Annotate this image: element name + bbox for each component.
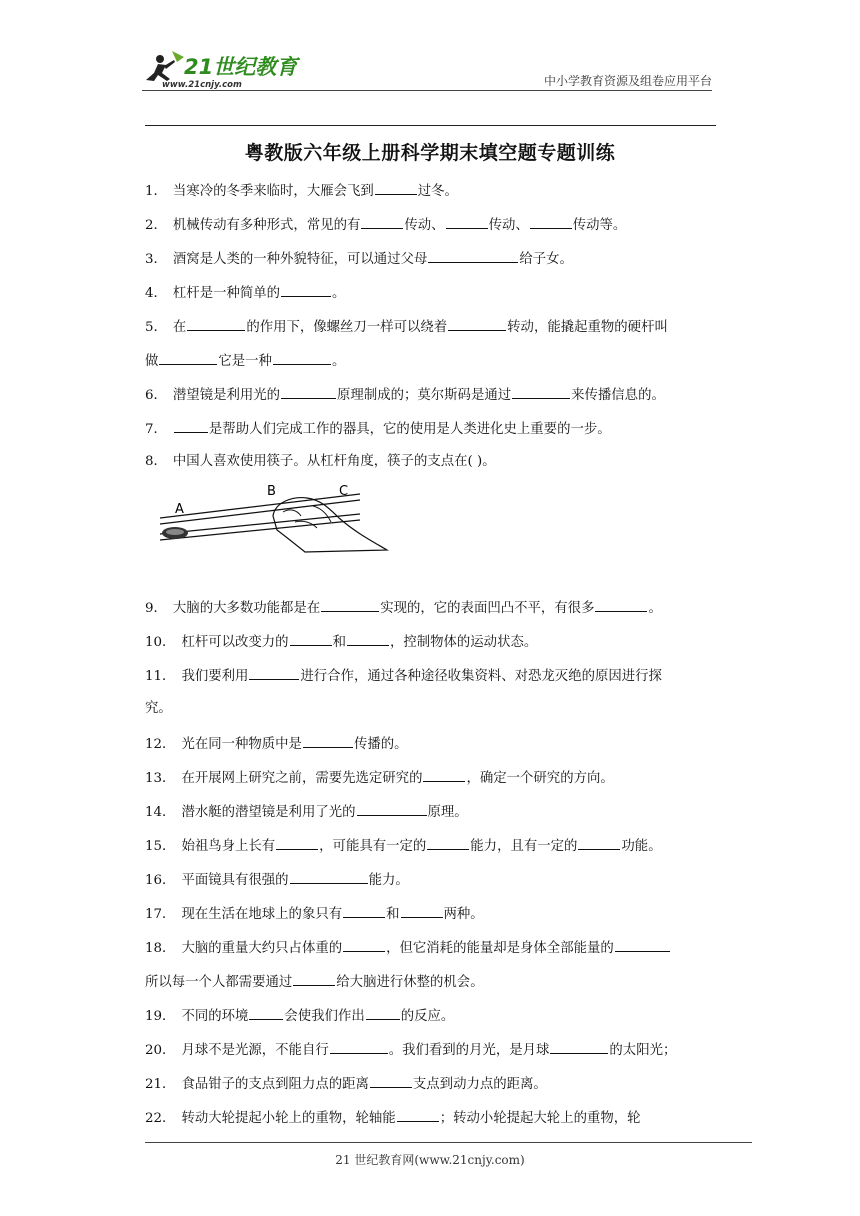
question-text: ，但它消耗的能量却是身体全部能量的 <box>386 941 614 956</box>
question-text: 潜水艇的潜望镜是利用了光的 <box>181 805 356 820</box>
footer-divider <box>145 1142 752 1143</box>
answer-blank[interactable] <box>249 1005 283 1020</box>
answer-blank[interactable] <box>159 350 217 365</box>
question-text: 大脑的大多数功能都是在 <box>172 601 321 616</box>
question-number: 22． <box>145 1111 176 1126</box>
question-text: 原理。 <box>427 805 468 820</box>
answer-blank[interactable] <box>343 937 385 952</box>
footer-text: 21 世纪教育网(www.21cnjy.com) <box>335 1153 525 1167</box>
question-line <box>145 835 662 857</box>
question-text: 和 <box>386 907 400 922</box>
question-text: 大脑的重量大约只占体重的 <box>181 941 343 956</box>
answer-blank[interactable] <box>370 1073 412 1088</box>
question-text: 转动大轮提起小轮上的重物，轮轴能 <box>181 1111 396 1126</box>
page-title: 粤教版六年级上册科学期末填空题专题训练 <box>244 142 616 164</box>
question-line <box>145 903 484 925</box>
question-text: 在 <box>172 320 187 335</box>
question-text: 是帮助人们完成工作的器具，它的使用是人类进化史上重要的一步。 <box>208 422 611 437</box>
question-number: 15． <box>145 839 176 854</box>
question-text: 当寒冷的冬季来临时，大雁会飞到 <box>172 184 374 199</box>
question-text: 。我们看到的月光，是月球 <box>388 1043 550 1058</box>
question-number: 1． <box>145 184 167 199</box>
answer-blank[interactable] <box>512 384 570 399</box>
question-line <box>145 869 409 891</box>
label-c: C <box>339 484 349 499</box>
question-text: 所以每一个人都需要通过 <box>145 975 293 990</box>
question-text: 潜望镜是利用光的 <box>172 388 281 403</box>
question-text: 机械传动有多种形式，常见的有 <box>172 218 361 233</box>
question-text: 始祖鸟身上长有 <box>181 839 276 854</box>
question-line <box>145 1005 454 1027</box>
question-line <box>145 733 408 755</box>
question-number: 2． <box>145 218 167 233</box>
question-line <box>145 597 662 619</box>
question-number: 18． <box>145 941 176 956</box>
question-number: 11． <box>145 669 176 684</box>
answer-blank[interactable] <box>401 903 443 918</box>
question-text: 。 <box>648 601 662 616</box>
question-text: 传动、 <box>404 218 445 233</box>
answer-blank[interactable] <box>578 835 620 850</box>
logo-url: www.21cnjy.com <box>162 80 242 90</box>
site-logo <box>142 47 312 91</box>
answer-blank[interactable] <box>530 214 572 229</box>
question-text: ，确定一个研究的方向。 <box>466 771 614 786</box>
answer-blank[interactable] <box>347 631 389 646</box>
question-text: 给子女。 <box>519 252 573 267</box>
answer-blank[interactable] <box>397 1107 439 1122</box>
question-line <box>145 801 468 823</box>
answer-blank[interactable] <box>303 733 353 748</box>
question-text: 杠杆是一种简单的 <box>172 286 281 301</box>
question-text: 现在生活在地球上的象只有 <box>181 907 343 922</box>
answer-blank[interactable] <box>187 316 245 331</box>
question-text: 能力，且有一定的 <box>470 839 578 854</box>
question-line <box>145 937 671 959</box>
question-text: 究。 <box>145 701 172 716</box>
question-text: 能力。 <box>368 873 409 888</box>
question-text: 的太阳光； <box>609 1043 677 1058</box>
answer-blank[interactable] <box>448 316 506 331</box>
question-number: 10． <box>145 635 176 650</box>
question-text: ；转动小轮提起大轮上的重物，轮 <box>439 1111 641 1126</box>
question-text: 两种。 <box>443 907 484 922</box>
label-b: B <box>267 484 276 499</box>
answer-blank[interactable] <box>550 1039 608 1054</box>
question-text: 实现的，它的表面凹凸不平，有很多 <box>380 601 595 616</box>
question-text: 会使我们作出 <box>284 1009 365 1024</box>
question-number: 5． <box>145 320 167 335</box>
question-number: 3． <box>145 252 167 267</box>
answer-blank[interactable] <box>428 248 518 263</box>
question-text: 我们要利用 <box>181 669 249 684</box>
question-line <box>145 665 662 687</box>
question-line <box>145 316 668 338</box>
answer-blank[interactable] <box>427 835 469 850</box>
question-text: 在开展网上研究之前，需要先选定研究的 <box>181 771 423 786</box>
question-number: 21． <box>145 1077 176 1092</box>
question-line <box>145 767 614 789</box>
answer-blank[interactable] <box>366 1005 400 1020</box>
answer-blank[interactable] <box>174 418 208 433</box>
question-text: 的作用下，像螺丝刀一样可以绕着 <box>246 320 448 335</box>
question-text: 杠杆可以改变力的 <box>181 635 289 650</box>
question-line <box>145 384 665 406</box>
answer-blank[interactable] <box>330 1039 388 1054</box>
question-text: 功能。 <box>621 839 662 854</box>
question-line <box>145 452 496 472</box>
question-line <box>145 248 573 270</box>
question-text: 平面镜具有很强的 <box>181 873 289 888</box>
label-a: A <box>175 502 184 517</box>
question-text: 食品钳子的支点到阻力点的距离 <box>181 1077 369 1092</box>
answer-blank[interactable] <box>290 869 368 884</box>
header-divider <box>142 90 712 91</box>
chopsticks-figure <box>155 482 390 554</box>
question-text: 进行合作，通过各种途径收集资料、对恐龙灭绝的原因进行探 <box>300 669 662 684</box>
question-text: 传播的。 <box>353 737 408 752</box>
question-text: 原理制成的；莫尔斯码是通过 <box>337 388 512 403</box>
question-text: 。 <box>331 354 346 369</box>
question-text: 给大脑进行休整的机会。 <box>336 975 484 990</box>
question-text: 转动，能撬起重物的硬杆叫 <box>507 320 668 335</box>
question-text: 月球不是光源，不能自行 <box>181 1043 329 1058</box>
question-number: 7． <box>145 422 167 437</box>
title-divider <box>145 125 716 126</box>
question-number: 8． <box>145 454 167 469</box>
question-text: 不同的环境 <box>181 1009 249 1024</box>
question-text: 和 <box>332 635 346 650</box>
question-text: 酒窝是人类的一种外貌特征，可以通过父母 <box>172 252 428 267</box>
logo-text: 21世纪教育 <box>184 55 298 79</box>
answer-blank[interactable] <box>423 767 465 782</box>
question-text: 的反应。 <box>400 1009 455 1024</box>
question-number: 6． <box>145 388 167 403</box>
question-line <box>145 180 458 202</box>
question-text: 中国人喜欢使用筷子。从杠杆角度，筷子的支点在( )。 <box>172 454 496 469</box>
question-text: 传动等。 <box>572 218 627 233</box>
answer-blank[interactable] <box>615 937 670 952</box>
question-number: 13． <box>145 771 176 786</box>
question-line <box>145 214 626 236</box>
question-number: 20． <box>145 1043 176 1058</box>
platform-label: 中小学教育资源及组卷应用平台 <box>543 74 712 88</box>
question-text: 来传播信息的。 <box>571 388 665 403</box>
question-number: 12． <box>145 737 176 752</box>
question-line <box>145 1073 547 1095</box>
question-text: 支点到动力点的距离。 <box>412 1077 547 1092</box>
question-line <box>145 1107 641 1129</box>
question-text: 它是一种 <box>218 354 272 369</box>
question-number: 17． <box>145 907 176 922</box>
question-number: 19． <box>145 1009 176 1024</box>
question-number: 9． <box>145 601 167 616</box>
answer-blank[interactable] <box>293 971 335 986</box>
answer-blank[interactable] <box>273 350 331 365</box>
question-line <box>145 282 345 304</box>
question-text: 过冬。 <box>417 184 458 199</box>
question-line <box>145 350 345 372</box>
question-text: 。 <box>332 286 346 301</box>
question-line <box>145 418 611 440</box>
answer-blank[interactable] <box>321 597 379 612</box>
answer-blank[interactable] <box>281 282 331 297</box>
question-number: 4． <box>145 286 167 301</box>
question-text: 光在同一种物质中是 <box>181 737 302 752</box>
question-line <box>145 1039 676 1061</box>
answer-blank[interactable] <box>343 903 385 918</box>
answer-blank[interactable] <box>281 384 336 399</box>
answer-blank[interactable] <box>595 597 647 612</box>
question-text: 传动、 <box>488 218 529 233</box>
question-line <box>145 971 484 993</box>
question-text: ，控制物体的运动状态。 <box>389 635 538 650</box>
answer-blank[interactable] <box>446 214 488 229</box>
question-number: 14． <box>145 805 176 820</box>
question-line <box>145 699 172 719</box>
answer-blank[interactable] <box>375 180 417 195</box>
answer-blank[interactable] <box>276 835 318 850</box>
answer-blank[interactable] <box>361 214 403 229</box>
question-text: 做 <box>145 354 159 369</box>
answer-blank[interactable] <box>249 665 299 680</box>
answer-blank[interactable] <box>290 631 332 646</box>
answer-blank[interactable] <box>357 801 427 816</box>
question-number: 16． <box>145 873 176 888</box>
question-text: ，可能具有一定的 <box>319 839 427 854</box>
runner-icon <box>146 51 184 81</box>
question-line <box>145 631 537 653</box>
